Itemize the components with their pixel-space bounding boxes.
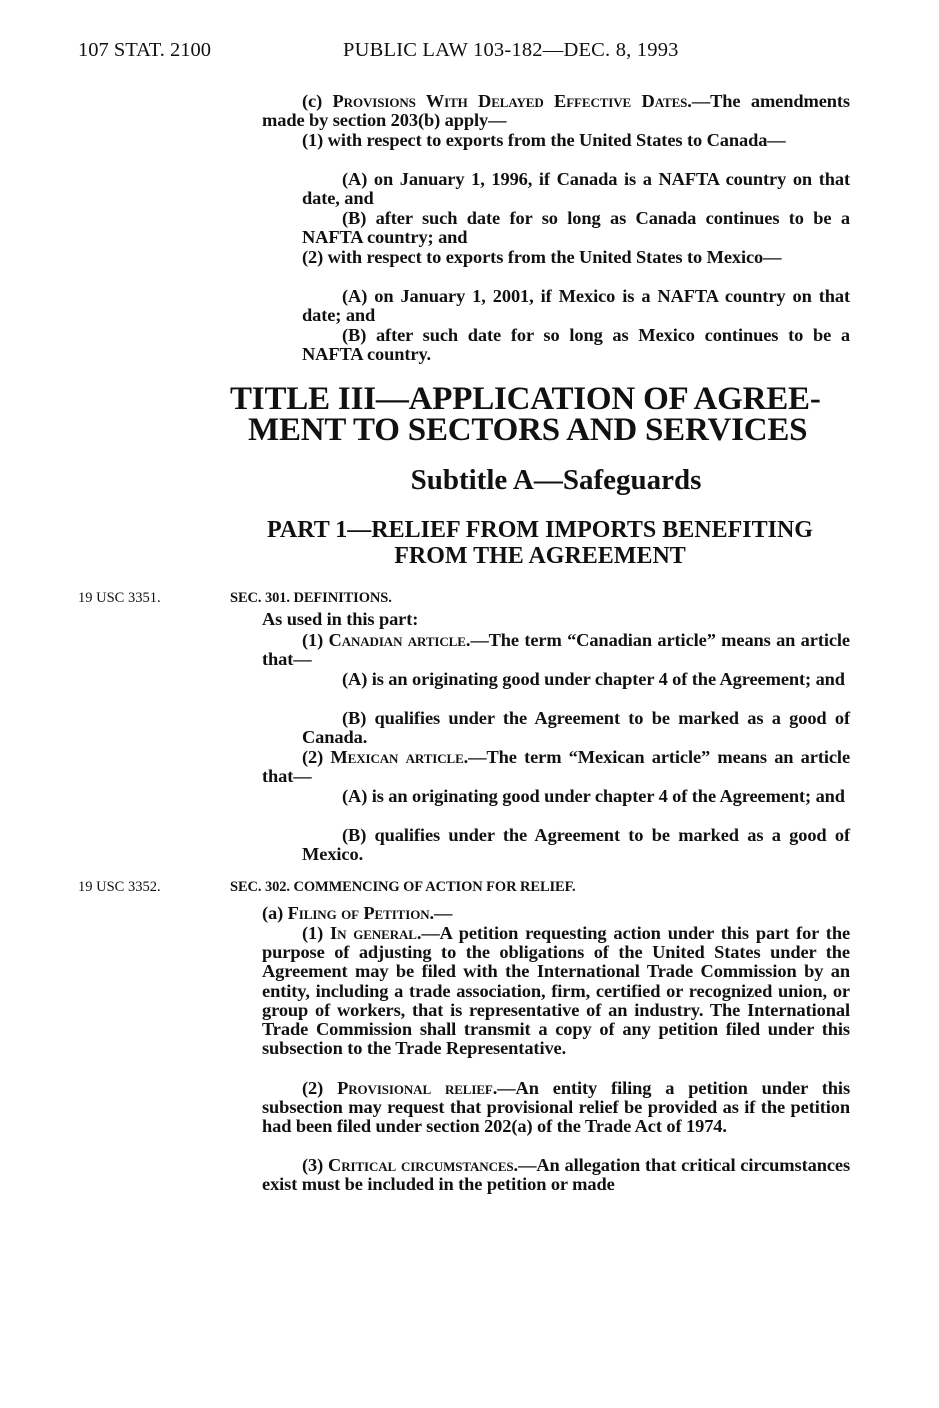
section-302-p2 (262, 1079, 850, 1137)
part-heading-line1: PART 1—RELIEF FROM IMPORTS BENEFITING (267, 517, 813, 543)
title-heading-line1: TITLE III—APPLICATION OF AGREE- (230, 381, 821, 417)
section-302-p1-label: (1) (302, 923, 324, 943)
section-301-p1 (262, 631, 850, 669)
section-302-p3-label: (3) (302, 1155, 324, 1175)
paragraph-c1: (1) with respect to exports from the United States to Canada— (302, 130, 786, 150)
margin-note-3352: 19 USC 3352. (78, 879, 161, 895)
section-301-p1B: (B) qualifies under the Agreement to be marked as a good of Canada. (302, 708, 850, 748)
section-301-heading: SEC. 301. DEFINITIONS. (230, 590, 392, 606)
subsection-c-label: (c) (302, 91, 323, 111)
section-302-p2-label: (2) (302, 1078, 324, 1098)
subsection-c-heading: Provisions With Delayed Effective Dates. (332, 91, 692, 111)
section-302-p3-text: —An allegation that critical circumstances exist must be included in the petition or made (262, 1155, 851, 1195)
part-heading-line2: FROM THE AGREEMENT (394, 543, 686, 569)
section-302-p2-text: —An entity filing a petition under this subsection may request that provisional relief be provided as if the petition had been filed under section 202(a) of the Trade Act of 1974. (262, 1078, 850, 1137)
section-301-p2-text: —The term “Mexican article” means an article that— (262, 747, 851, 787)
section-301-p2 (262, 748, 850, 786)
section-301-intro: As used in this part: (262, 609, 419, 629)
subsection-c-text: —The amendments made by section 203(b) apply— (262, 91, 850, 131)
section-302-a-label: (a) (262, 903, 284, 923)
section-301-p1-text: —The term “Canadian article” means an article that— (262, 630, 850, 670)
page-header-stat: 107 STAT. 2100 (78, 39, 211, 61)
title-heading-line2: MENT TO SECTORS AND SERVICES (248, 412, 808, 448)
subparagraph-c1B: (B) after such date for so long as Canada continues to be a NAFTA country; and (302, 208, 850, 248)
subparagraph-c1A: (A) on January 1, 1996, if Canada is a NAFTA country on that date, and (302, 169, 850, 209)
page-header-law: PUBLIC LAW 103-182—DEC. 8, 1993 (343, 39, 679, 61)
section-302-p1-text: —A petition requesting action under this part for the purpose of adjusting to the obligations of the United States under the Agreement may be filed with the International Trade Commission by an entity, including a trade association, firm, certified or recognized union, or group of workers, that is representative of an industry. The International Trade Commission shall transmit a copy of any petition filed under this subsection to the Trade Representative. (262, 923, 851, 1059)
subparagraph-c2A: (A) on January 1, 2001, if Mexico is a NAFTA country on that date; and (302, 286, 850, 326)
section-301-p1A: (A) is an originating good under chapter 4 of the Agreement; and (342, 669, 845, 689)
section-301-p2B: (B) qualifies under the Agreement to be marked as a good of Mexico. (302, 825, 850, 865)
subsection-c (262, 92, 850, 130)
paragraph-c2: (2) with respect to exports from the United States to Mexico— (302, 247, 782, 267)
section-302-p2-heading: Provisional relief. (337, 1078, 498, 1098)
margin-note-3351: 19 USC 3351. (78, 590, 161, 606)
section-302-a (262, 904, 850, 923)
section-302-heading: SEC. 302. COMMENCING OF ACTION FOR RELIEF. (230, 879, 576, 895)
section-301-p2-label: (2) (302, 747, 324, 767)
section-301-p1-heading: Canadian article. (328, 630, 471, 650)
section-301-p2A: (A) is an originating good under chapter 4 of the Agreement; and (342, 786, 845, 806)
section-301-p1-label: (1) (302, 630, 324, 650)
section-302-p1 (262, 924, 850, 1058)
subtitle-heading: Subtitle A—Safeguards (410, 464, 702, 496)
subparagraph-c2B: (B) after such date for so long as Mexico continues to be a NAFTA country. (302, 325, 850, 365)
section-302-a-heading: Filing of Petition. (287, 903, 434, 923)
section-301-p2-heading: Mexican article. (330, 747, 469, 767)
section-302-p3 (262, 1156, 850, 1194)
section-302-p1-heading: In general. (330, 923, 422, 943)
section-302-a-dash: — (434, 903, 453, 923)
section-302-p3-heading: Critical circumstances. (328, 1155, 519, 1175)
